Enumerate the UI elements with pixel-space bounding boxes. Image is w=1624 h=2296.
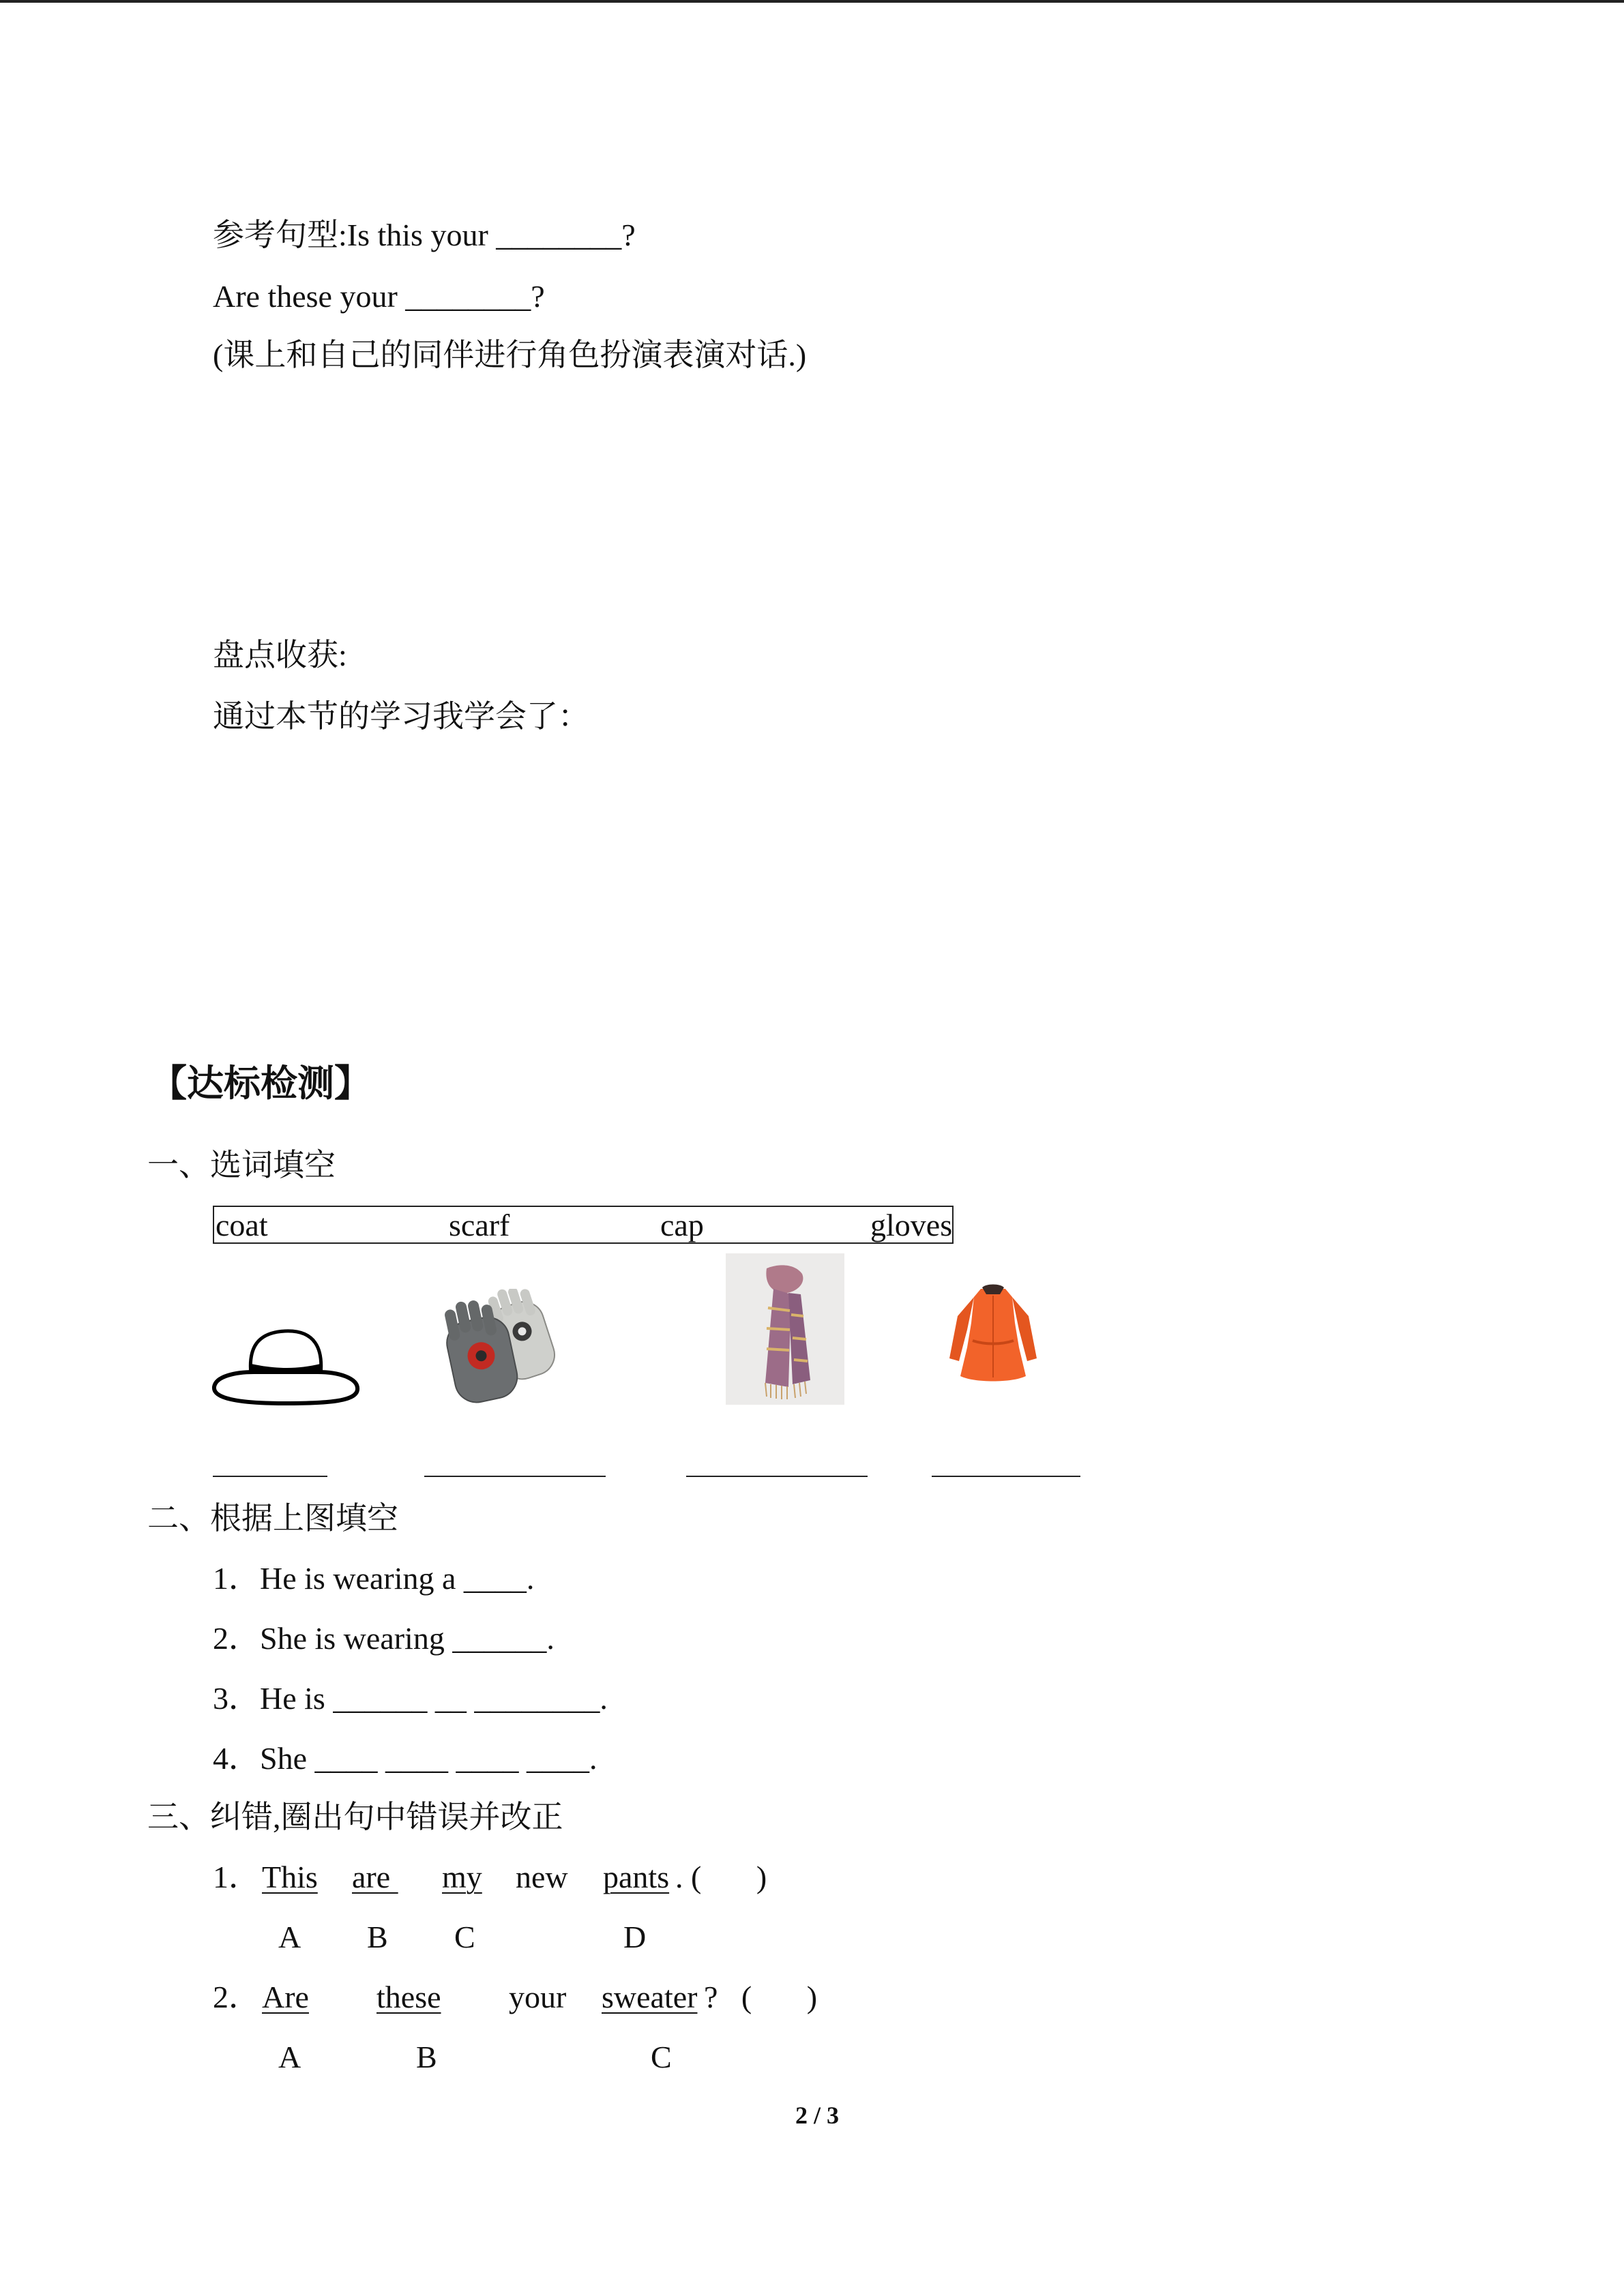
picture-answer-blank[interactable] — [213, 1476, 327, 1477]
option-letter: D — [623, 1920, 647, 1954]
option-letter: B — [367, 1920, 388, 1954]
fill-sentence-2: 2．She is wearing ______. — [213, 1621, 555, 1656]
error-q2-word-b: these — [377, 1980, 441, 2014]
section-1-title: 一、选词填空 — [147, 1148, 336, 1182]
option-letter: C — [651, 2040, 672, 2074]
error-q1-word-b: are — [352, 1860, 398, 1894]
word-bank-item: coat — [216, 1208, 268, 1242]
gloves-picture — [442, 1289, 562, 1410]
error-q1-word-c: my — [442, 1860, 482, 1894]
option-letter: A — [278, 2040, 301, 2074]
section-2-title: 二、根据上图填空 — [147, 1501, 398, 1536]
option-letter: C — [454, 1920, 475, 1954]
hat-picture — [209, 1322, 363, 1410]
test-heading: 【达标检测】 — [150, 1063, 371, 1104]
error-q2-word-a: Are — [262, 1980, 309, 2014]
error-q1-number: 1． — [213, 1860, 260, 1894]
sentence-pattern-2: Are these your ________? — [213, 279, 545, 314]
word-bank-box — [213, 1206, 954, 1244]
page-top-border — [0, 0, 1624, 3]
fill-sentence-3: 3．He is ______ __ ________. — [213, 1681, 608, 1716]
picture-answer-blank[interactable] — [686, 1476, 868, 1477]
summary-prompt: 通过本节的学习我学会了： — [213, 699, 589, 734]
section-3-title: 三、纠错,圈出句中错误并改正 — [147, 1800, 563, 1834]
error-q2-number: 2． — [213, 1980, 260, 2014]
fill-sentence-4: 4．She ____ ____ ____ ____. — [213, 1741, 597, 1776]
error-q2-answer-bracket: ? ( ) — [704, 1980, 818, 2014]
coat-picture — [944, 1282, 1042, 1388]
picture-answer-blank[interactable] — [932, 1476, 1080, 1477]
error-q2-word-c: sweater — [602, 1980, 698, 2014]
sentence-pattern-1: 参考句型:Is this your ________? — [213, 218, 636, 252]
role-play-note: (课上和自己的同伴进行角色扮演表演对话.) — [213, 338, 807, 372]
word-bank-item: gloves — [870, 1208, 953, 1242]
error-q2-word: your — [509, 1980, 567, 2014]
error-q1-word-d: pants — [603, 1860, 670, 1894]
page-number: 2 / 3 — [795, 2102, 840, 2129]
summary-title: 盘点收获: — [213, 638, 347, 672]
picture-answer-blank[interactable] — [424, 1476, 606, 1477]
option-letter: B — [416, 2040, 437, 2074]
option-letter: A — [278, 1920, 301, 1954]
fill-sentence-1: 1．He is wearing a ____. — [213, 1561, 535, 1596]
error-q1-word-a: This — [262, 1860, 318, 1894]
error-q1-word: new — [516, 1860, 568, 1894]
scarf-picture — [726, 1253, 844, 1405]
error-q1-answer-bracket: . ( ) — [675, 1860, 767, 1894]
word-bank-item: cap — [660, 1208, 704, 1242]
word-bank-item: scarf — [449, 1208, 510, 1242]
